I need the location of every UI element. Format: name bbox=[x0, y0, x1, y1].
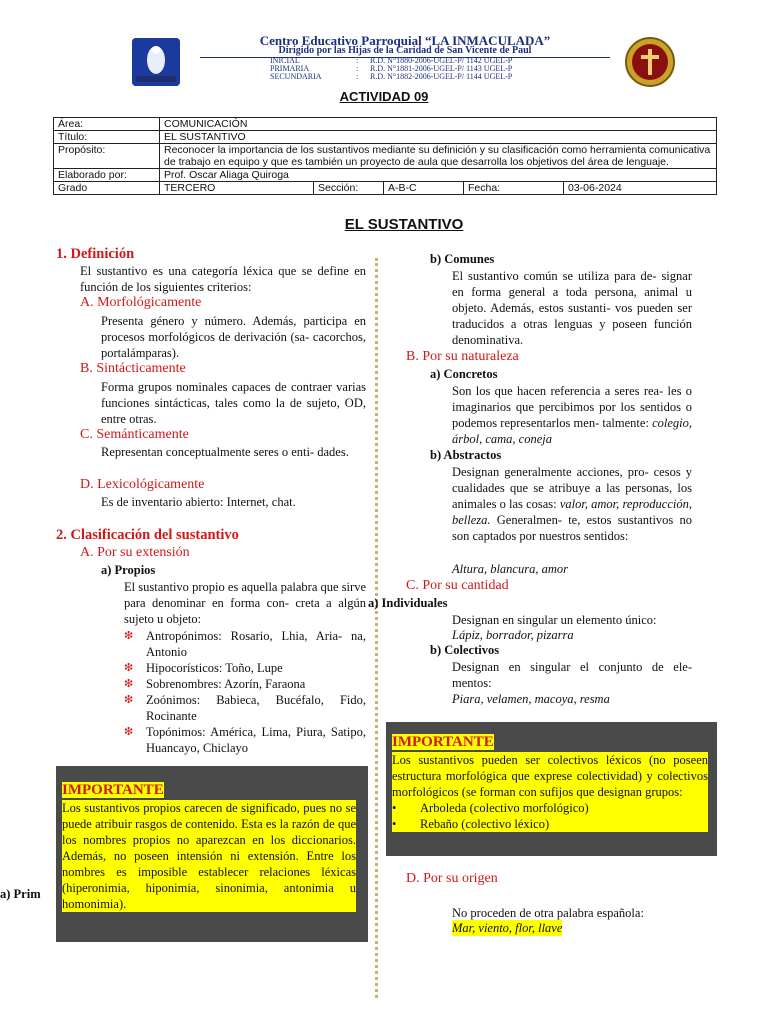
purpose-label: Propósito: bbox=[54, 144, 160, 169]
list-item: ❇ Topónimos: América, Lima, Piura, Satipo, Huancayo, Chiclayo bbox=[124, 725, 366, 755]
lexicol-text: Es de inventario abierto: Internet, chat. bbox=[101, 495, 296, 509]
important-content-proper bbox=[62, 781, 356, 912]
date-label: Fecha: bbox=[464, 182, 564, 195]
level-primaria: PRIMARIA : R.D. N°1881-2006-UGEL-P/ 1143 UGEL-P bbox=[270, 64, 513, 73]
proper-text: El sustantivo propio es aquella palabra que sirve para denominar en forma con- creta a algún sujeto u objeto: bbox=[124, 580, 366, 626]
section-value: A-B-C bbox=[384, 182, 464, 195]
classification-heading: 2. Clasificación del sustantivo bbox=[56, 527, 239, 543]
bullet-icon: ❇ bbox=[124, 662, 134, 674]
level-inicial: INICIAL : R.D. N°1880-2006-UGEL-P/ 1142 UGEL-P bbox=[270, 56, 513, 65]
title-value: EL SUSTANTIVO bbox=[160, 131, 717, 144]
author-label: Elaborado por: bbox=[54, 169, 160, 182]
individual-text: Designan en singular un elemento único: bbox=[452, 613, 657, 627]
bullet-icon: • bbox=[392, 801, 397, 815]
important-text-collective: Los sustantivos pueden ser colectivos léxicos (no poseen estructura morfológica que exprese colectividad) y colectivos morfológicos (se forman con sufijos que designan grupos: bbox=[392, 753, 708, 799]
level-secundaria: SECUNDARIA : R.D. N°1882-2006-UGEL-P/ 1144 UGEL-P bbox=[270, 72, 513, 81]
lexicol-heading: D. Lexicológicamente bbox=[80, 477, 205, 492]
list-item: ❇ Hipocorísticos: Toño, Lupe bbox=[124, 661, 283, 675]
title-label: Título: bbox=[54, 131, 160, 144]
date-value: 03-06-2024 bbox=[564, 182, 717, 195]
abstract-heading: b) Abstractos bbox=[430, 448, 502, 462]
list-item: • Rebaño (colectivo léxico) bbox=[392, 816, 708, 832]
column-divider bbox=[375, 258, 378, 998]
section-title: EL SUSTANTIVO bbox=[344, 216, 464, 233]
section-label: Sección: bbox=[314, 182, 384, 195]
purpose-value: Reconocer la importancia de los sustantivos mediante su definición y su clasificación como herramienta comunicativa de trabajo en equipo y que es también un proyecto de aula que desarrolla los objetivos del área de lenguaje. bbox=[160, 144, 717, 169]
origin-heading: D. Por su origen bbox=[406, 871, 498, 886]
common-heading: b) Comunes bbox=[430, 252, 495, 266]
bullet-icon: ❇ bbox=[124, 694, 134, 706]
extension-heading: A. Por su extensión bbox=[80, 545, 190, 560]
concrete-examples: colegio, árbol, cama, coneja bbox=[452, 416, 693, 446]
list-item: ❇ Sobrenombres: Azorín, Faraona bbox=[124, 677, 306, 691]
grade-label: Grado bbox=[54, 182, 160, 195]
school-name: Centro Educativo Parroquial “LA INMACULADA” bbox=[259, 33, 551, 48]
syntax-text: Forma grupos nominales capaces de contraer varias funciones sintácticas, tales como la de sujeto, OD, entre otras. bbox=[101, 380, 366, 426]
bullet-icon: ❇ bbox=[124, 630, 134, 642]
activity-info-table bbox=[53, 117, 717, 195]
activity-title: ACTIVIDAD 09 bbox=[339, 89, 429, 104]
bullet-icon: ❇ bbox=[124, 678, 134, 690]
semantic-text: Representan conceptualmente seres o enti- dades. bbox=[101, 445, 349, 459]
bullet-icon: ❇ bbox=[124, 726, 134, 738]
important-title-proper: IMPORTANTE bbox=[62, 782, 164, 798]
list-item: ❇ Antropónimos: Rosario, Lhia, Aria- na, Antonio bbox=[124, 629, 366, 659]
origin-examples: Mar, viento, flor, llave bbox=[452, 921, 563, 935]
common-text: El sustantivo común se utiliza para de- signar en forma general a toda persona, animal u objeto. Además, estos sustanti- vos pueden ser traducidos a otras lenguas y poseen función denominativa. bbox=[452, 269, 692, 347]
school-logo-left bbox=[132, 38, 180, 86]
morph-text: Presenta género y número. Además, participa en procesos morfológicos de derivación (sa- cacorchos, portalámparas). bbox=[101, 314, 366, 360]
collective-examples: Piara, velamen, macoya, resma bbox=[452, 692, 610, 706]
individual-heading: a) Individuales bbox=[368, 596, 448, 610]
definition-heading: 1. Definición bbox=[56, 246, 135, 262]
area-value: COMUNICACIÓN bbox=[160, 118, 717, 131]
concrete-text: Son los que hacen referencia a seres rea- les o imaginarios que percibimos por los sentidos o podemos representarlos men- talmente: colegio, árbol, cama, coneja bbox=[452, 384, 693, 446]
syntax-heading: B. Sintácticamente bbox=[80, 361, 186, 376]
nature-heading: B. Por su naturaleza bbox=[406, 349, 519, 364]
quantity-heading: C. Por su cantidad bbox=[406, 578, 509, 593]
proper-bullet-list bbox=[124, 628, 366, 756]
author-value: Prof. Oscar Aliaga Quiroga bbox=[160, 169, 717, 182]
school-seal-right bbox=[625, 37, 675, 87]
important-content-collective bbox=[392, 733, 708, 832]
semantic-heading: C. Semánticamente bbox=[80, 427, 189, 442]
collective-text: Designan en singular el conjunto de ele- mentos: bbox=[452, 660, 692, 690]
collective-heading: b) Colectivos bbox=[430, 643, 500, 657]
definition-text: El sustantivo es una categoría léxica que se define en función de los siguientes criterios: bbox=[80, 264, 366, 294]
important-title-collective: IMPORTANTE bbox=[392, 734, 494, 750]
primitive-fragment: a) Prim bbox=[0, 887, 41, 901]
grade-value: TERCERO bbox=[160, 182, 314, 195]
area-label: Área: bbox=[54, 118, 160, 131]
individual-examples: Lápiz, borrador, pizarra bbox=[452, 628, 574, 642]
abstract-text: Designan generalmente acciones, pro- cesos y cualidades que se atribuye a las personas, los animales o las cosas: valor, amor, reproducción, belleza. Generalmen- te, estos sustantivos no son captados por nuestros sentidos: bbox=[452, 465, 692, 543]
list-item: • Arboleda (colectivo morfológico) bbox=[392, 800, 708, 816]
important-text-proper: Los sustantivos propios carecen de significado, pues no se puede atribuir rasgos de contenido. Esta es la razón de que los nombres propios no aparezcan en los diccionarios. Además, no poseen intensión ni extensión. Entre los nombres es imposible establecer relaciones léxicas (hiperonimia, hiponimia, sinonimia, antonimia u homonimia). bbox=[62, 801, 356, 911]
list-item: ❇ Zoónimos: Babieca, Bucéfalo, Fido, Rocinante bbox=[124, 693, 366, 723]
proper-heading: a) Propios bbox=[101, 563, 156, 577]
bullet-icon: • bbox=[392, 817, 397, 831]
concrete-heading: a) Concretos bbox=[430, 367, 498, 381]
school-direction: Dirigido por las Hijas de la Caridad de San Vicente de Paul bbox=[278, 45, 532, 56]
origin-text: No proceden de otra palabra española: bbox=[452, 906, 644, 920]
abstract-examples: Altura, blancura, amor bbox=[452, 562, 568, 576]
morph-heading: A. Morfológicamente bbox=[80, 295, 202, 310]
